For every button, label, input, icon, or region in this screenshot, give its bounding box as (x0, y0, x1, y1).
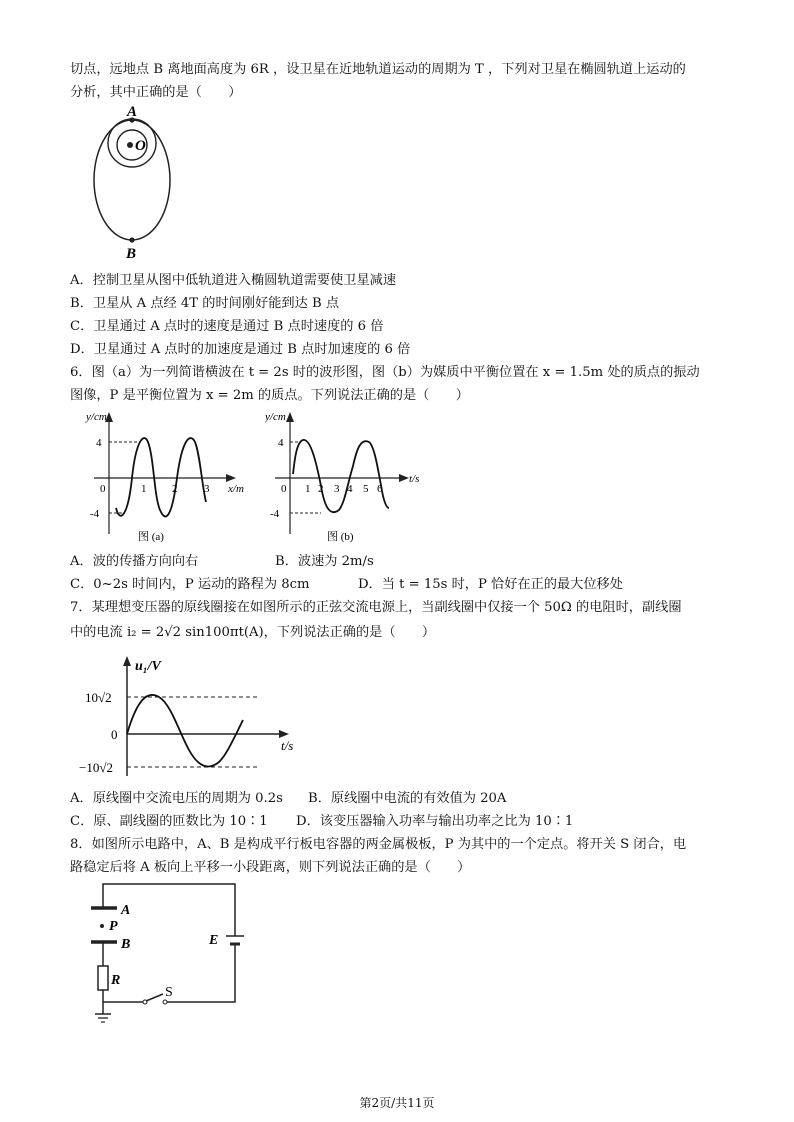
label-a: A (121, 903, 131, 918)
page-number: 第2页/共11页 (359, 1096, 435, 1110)
y-bottom-b: -4 (270, 508, 280, 520)
q6-option-a: A．波的传播方向向右 (70, 554, 199, 569)
point-b-dot (129, 237, 134, 242)
label-a: A (127, 104, 138, 120)
y-top: 10√2 (85, 690, 112, 705)
switch-contact (163, 1000, 167, 1004)
tick-b-6: 6 (377, 483, 383, 495)
q7-stem-2: 中的电流 i₂ = 2√2 sin100πt(A)，下列说法正确的是（ ） (70, 625, 436, 640)
wave-figure-a (82, 406, 257, 546)
origin-b: 0 (281, 483, 287, 495)
q5-option-d: D．卫星通过 A 点时的加速度是通过 B 点时加速度的 6 倍 (70, 342, 411, 357)
tick-b-5: 5 (363, 483, 369, 495)
point-p-dot (100, 924, 104, 928)
ac-voltage-figure (75, 650, 305, 780)
x-axis-arrow (399, 474, 409, 482)
x-axis-arrow (226, 474, 236, 482)
orbit-figure (85, 104, 185, 264)
q7-option-c: C．原、副线圈的匝数比为 10∶1 (70, 814, 268, 829)
label-r: R (111, 973, 121, 988)
tick-b-4: 4 (347, 483, 353, 495)
q8-stem-2: 路稳定后将 A 板向上平移一小段距离，则下列说法正确的是（ ） (70, 860, 471, 875)
q5-option-c: C．卫星通过 A 点时的速度是通过 B 点时速度的 6 倍 (70, 319, 384, 334)
wire-bottom-right (167, 954, 235, 1002)
tick-b-1: 1 (305, 483, 311, 495)
x-axis-arrow (279, 730, 289, 738)
y-label-b: y/cm (265, 411, 286, 423)
y-label-a: y/cm (86, 411, 107, 423)
q6-option-b: B．波速为 2m/s (275, 554, 374, 569)
q7-option-b: B．原线圈中电流的有效值为 20A (308, 791, 507, 806)
wave-curve-a (116, 438, 206, 516)
x-label-a: x/m (228, 483, 244, 495)
q5-option-b: B．卫星从 A 点经 4T 的时间刚好能到达 B 点 (70, 296, 340, 311)
tick-a-2: 2 (172, 483, 178, 495)
origin-a: 0 (100, 483, 106, 495)
tick-b-2: 2 (318, 483, 324, 495)
wave-figure-b (265, 406, 445, 546)
label-o: O (135, 138, 146, 154)
tick-a-3: 3 (204, 483, 210, 495)
elliptical-orbit (94, 120, 170, 240)
switch-blade (146, 994, 163, 1001)
label-b: B (121, 937, 131, 952)
capacitor-circuit (85, 878, 255, 1026)
intro-line-2: 分析，其中正确的是（ ） (70, 85, 242, 100)
q7-option-d: D．该变压器输入功率与输出功率之比为 10∶1 (296, 814, 574, 829)
earth-center-dot (127, 142, 133, 148)
x-label: t/s (281, 738, 294, 753)
q6-option-d: D．当 t = 15s 时，P 恰好在正的最大位移处 (358, 577, 623, 592)
q7-stem-1: 7．某理想变压器的原线圈接在如图所示的正弦交流电源上，当副线圈中仅接一个 50Ω 的电阻时，副线圈 (70, 600, 682, 615)
resistor (98, 966, 108, 990)
tick-a-1: 1 (141, 483, 147, 495)
y-bottom-a: -4 (90, 508, 100, 520)
tick-b-3: 3 (334, 483, 340, 495)
label-e: E (209, 933, 219, 948)
q8-stem-1: 8．如图所示电路中，A、B 是构成平行板电容器的两金属极板，P 为其中的一个定点。将开关 S 闭合，电 (70, 837, 687, 852)
origin: 0 (111, 727, 118, 742)
q6-stem-2: 图像，P 是平衡位置为 x = 2m 的质点。下列说法正确的是（ ） (70, 388, 469, 403)
label-s: S (165, 985, 173, 1000)
label-b: B (126, 246, 137, 262)
x-label-b: t/s (409, 473, 420, 485)
y-axis-arrow (123, 656, 131, 666)
q5-option-a: A．控制卫星从图中低轨道进入椭圆轨道需要使卫星减速 (70, 273, 397, 288)
y-top-b: 4 (278, 437, 284, 449)
q7-option-a: A．原线圈中交流电压的周期为 0.2s (70, 791, 283, 806)
y-bottom: −10√2 (79, 760, 113, 775)
caption-b: 图 (b) (327, 531, 354, 543)
wave-curve-b (293, 440, 389, 512)
q6-stem-1: 6．图（a）为一列简谐横波在 t = 2s 时的波形图，图（b）为媒质中平衡位置在 x = 1.5m 处的质点的振动 (70, 365, 700, 380)
caption-a: 图 (a) (138, 531, 164, 543)
label-p: P (109, 919, 118, 934)
sine-curve (127, 695, 243, 767)
q6-option-c: C．0~2s 时间内，P 运动的路程为 8cm (70, 577, 310, 592)
y-label: u₁/V (135, 659, 161, 674)
y-axis-arrow (286, 412, 294, 422)
intro-line-1: 切点，远地点 B 离地面高度为 6R ，设卫星在近地轨道运动的周期为 T ，下列对卫星在椭圆轨道上运动的 (70, 62, 686, 77)
y-top-a: 4 (96, 437, 102, 449)
